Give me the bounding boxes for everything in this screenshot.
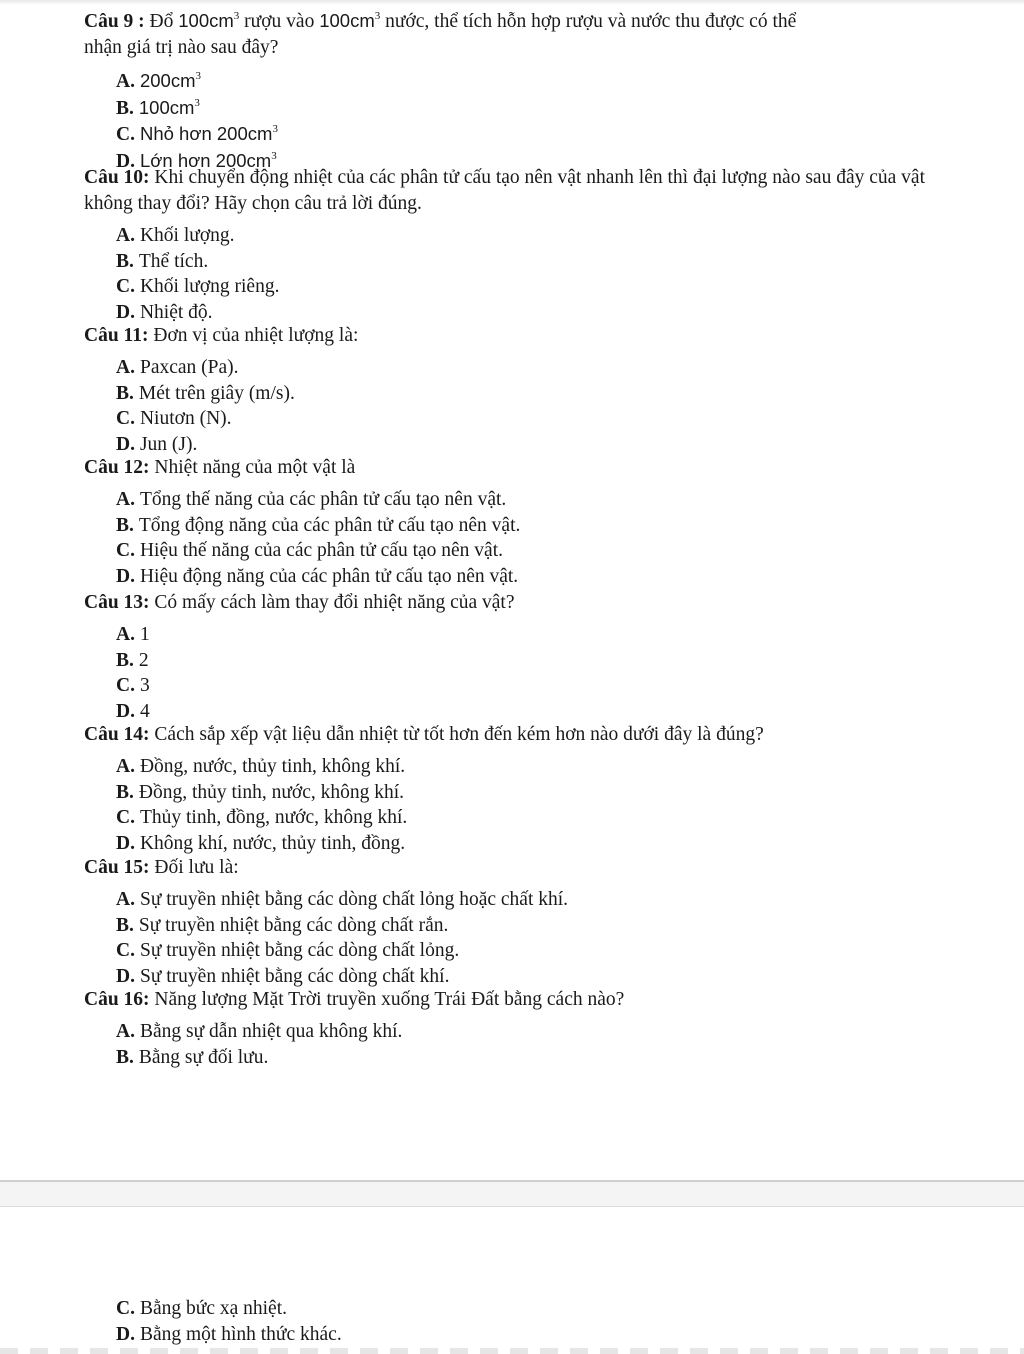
question-11-stem: Câu 11: Đơn vị của nhiệt lượng là: <box>84 325 359 346</box>
question-10-option-c: C. Khối lượng riêng. <box>116 276 280 298</box>
question-9-stem: Câu 9 : Đổ $100cm^3$ rượu vào $100cm^3$ nước, thể tích hỗn hợp rượu và nước thu được có thể nhận giá trị nào sau đây? <box>84 10 797 58</box>
question-15-label: Câu 15: <box>84 857 150 878</box>
question-14-option-c: C. Thủy tinh, đồng, nước, không khí. <box>116 807 408 829</box>
question-16-label: Câu 16: <box>84 989 150 1010</box>
question-15-stem: Câu 15: Đối lưu là: <box>84 857 239 878</box>
question-9-option-a: A. $200cm^3$ <box>116 70 201 92</box>
question-12-option-a: A. Tổng thế năng của các phân tử cấu tạo nên vật. <box>116 489 507 510</box>
bottom-page-edge <box>0 1348 1024 1354</box>
question-16 <box>0 987 1024 1070</box>
question-14-option-b: B. Đồng, thủy tinh, nước, không khí. <box>116 781 405 803</box>
question-14 <box>0 722 1024 856</box>
page-break-divider <box>0 1180 1024 1207</box>
question-9-option-c: C. Nhỏ hơn $200cm^3$ <box>116 123 278 146</box>
question-16-stem: Câu 16: Năng lượng Mặt Trời truyền xuống Trái Đất bằng cách nào? <box>84 989 625 1010</box>
question-13-stem: Câu 13: Có mấy cách làm thay đổi nhiệt năng của vật? <box>84 592 515 613</box>
question-11-option-d: D. Jun (J). <box>116 433 198 455</box>
question-11-option-b: B. Mét trên giây (m/s). <box>116 382 295 404</box>
question-12-option-d: D. Hiệu động năng của các phân tử cấu tạo nên vật. <box>116 565 519 587</box>
top-page-edge <box>0 0 1024 5</box>
question-12-option-b: B. Tổng động năng của các phân tử cấu tạo nên vật. <box>116 514 521 536</box>
question-9 <box>0 8 1024 174</box>
question-12 <box>0 455 1024 589</box>
question-13 <box>0 590 1024 724</box>
question-14-option-d: D. Không khí, nước, thủy tinh, đồng. <box>116 832 406 854</box>
question-13-option-b: B. 2 <box>116 649 149 671</box>
question-13-option-c: C. 3 <box>116 675 150 697</box>
question-14-option-a: A. Đồng, nước, thủy tinh, không khí. <box>116 756 406 777</box>
question-9-option-b: B. $100cm^3$ <box>116 96 200 119</box>
question-10-option-d: D. Nhiệt độ. <box>116 301 213 323</box>
question-9-label: Câu 9 : <box>84 11 145 32</box>
question-12-label: Câu 12: <box>84 457 150 478</box>
question-16-continued <box>0 1296 1024 1347</box>
question-9-option-d: D. Lớn hơn $200cm^3$ <box>116 149 277 172</box>
question-10-stem: Câu 10: Khi chuyển động nhiệt của các phân tử cấu tạo nên vật nhanh lên thì đại lượng nào sau đây của vật không thay đổi? Hãy chọn câu trả lời đúng. <box>84 167 925 214</box>
question-15-option-c: C. Sự truyền nhiệt bằng các dòng chất lỏng. <box>116 940 460 962</box>
question-11-option-c: C. Niutơn (N). <box>116 408 232 430</box>
question-12-stem: Câu 12: Nhiệt năng của một vật là <box>84 457 356 478</box>
question-11 <box>0 323 1024 457</box>
question-16-option-b: B. Bằng sự đối lưu. <box>116 1046 269 1068</box>
question-13-label: Câu 13: <box>84 592 150 613</box>
question-11-option-a: A. Paxcan (Pa). <box>116 357 239 378</box>
question-12-option-c: C. Hiệu thế năng của các phân tử cấu tạo nên vật. <box>116 540 504 562</box>
question-11-label: Câu 11: <box>84 325 149 346</box>
question-16-option-c: C. Bằng bức xạ nhiệt. <box>116 1298 287 1319</box>
question-13-option-a: A. 1 <box>116 624 150 645</box>
question-10-option-b: B. Thể tích. <box>116 250 209 272</box>
question-10-option-a: A. Khối lượng. <box>116 225 235 246</box>
question-15-option-a: A. Sự truyền nhiệt bằng các dòng chất lỏng hoặc chất khí. <box>116 889 569 910</box>
question-16-option-a: A. Bằng sự dẫn nhiệt qua không khí. <box>116 1021 403 1042</box>
question-13-option-d: D. 4 <box>116 700 150 722</box>
question-15 <box>0 855 1024 989</box>
question-10-label: Câu 10: <box>84 167 150 188</box>
question-10 <box>0 165 1024 325</box>
question-14-label: Câu 14: <box>84 724 150 745</box>
question-16-option-d: D. Bằng một hình thức khác. <box>116 1323 342 1345</box>
question-14-stem: Câu 14: Cách sắp xếp vật liệu dẫn nhiệt từ tốt hơn đến kém hơn nào dưới đây là đúng? <box>84 724 764 745</box>
question-15-option-d: D. Sự truyền nhiệt bằng các dòng chất khí. <box>116 965 450 987</box>
question-15-option-b: B. Sự truyền nhiệt bằng các dòng chất rắn. <box>116 914 449 936</box>
